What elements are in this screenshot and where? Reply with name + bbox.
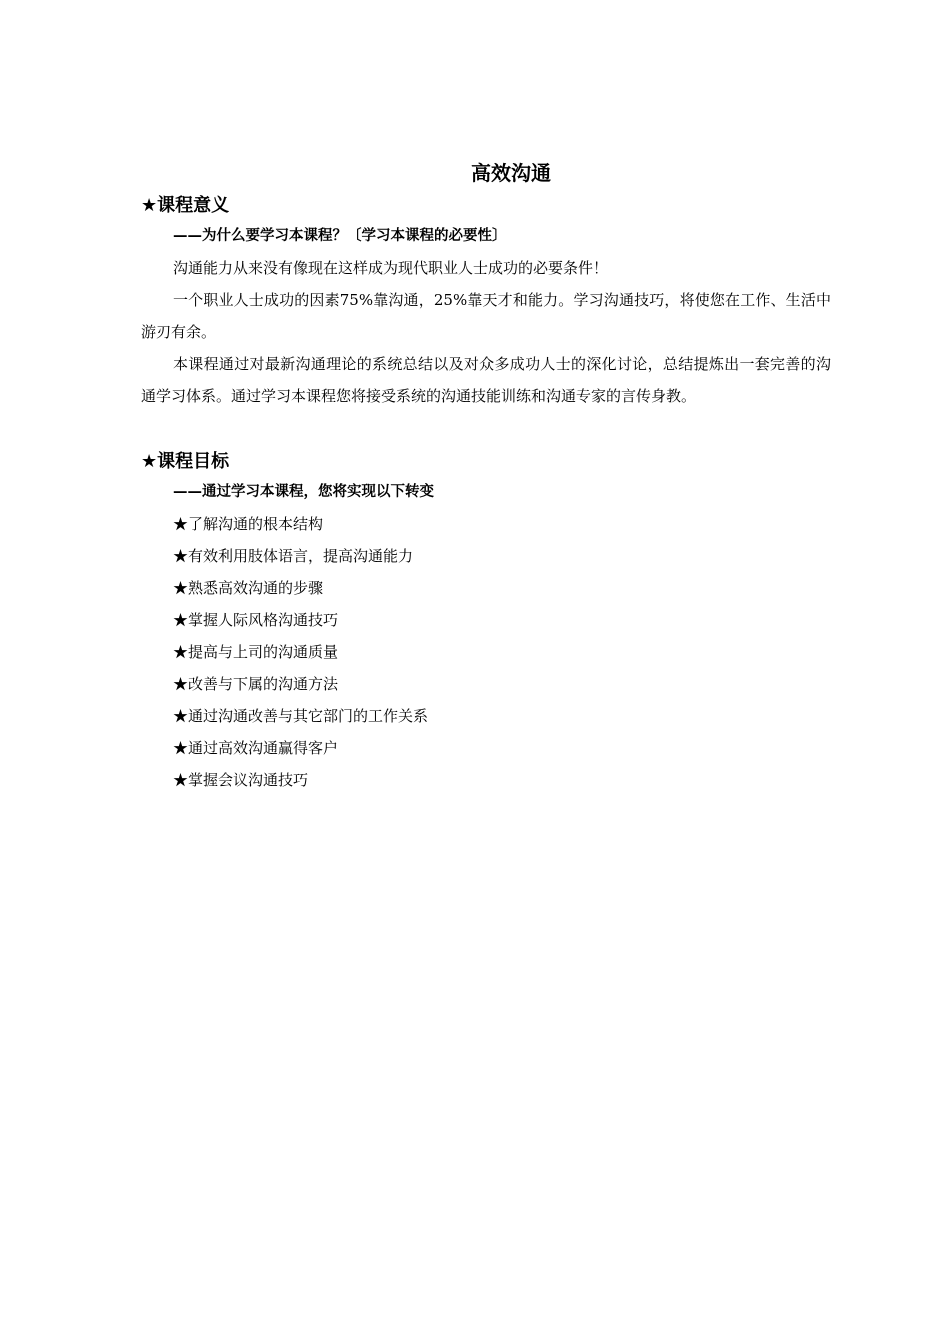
goal-item: ★提高与上司的沟通质量 [173, 643, 339, 661]
section-heading-significance: ★课程意义 [141, 195, 230, 216]
goal-item: ★了解沟通的根本结构 [173, 515, 324, 533]
paragraph-2: 一个职业人士成功的因素75%靠沟通，25%靠天才和能力。学习沟通技巧，将使您在工作、生活中游刃有余。 [141, 291, 831, 341]
section-heading-goals: ★课程目标 [141, 451, 230, 472]
section-course-goals [141, 448, 831, 796]
section-subheading-goals: ——通过学习本课程，您将实现以下转变 [173, 484, 434, 500]
paragraph-3: 本课程通过对最新沟通理论的系统总结以及对众多成功人士的深化讨论，总结提炼出一套完善的沟通学习体系。通过学习本课程您将接受系统的沟通技能训练和沟通专家的言传身教。 [141, 355, 831, 405]
section-course-significance [141, 192, 831, 412]
goal-item: ★熟悉高效沟通的步骤 [173, 579, 324, 597]
goal-item: ★通过高效沟通赢得客户 [173, 739, 339, 757]
goal-item: ★改善与下属的沟通方法 [173, 675, 339, 693]
section-subheading-significance: ——为什么要学习本课程？〔学习本课程的必要性〕 [173, 228, 507, 244]
document-title: 高效沟通 [471, 161, 551, 185]
document-body [141, 192, 831, 796]
paragraph-1: 沟通能力从来没有像现在这样成为现代职业人士成功的必要条件！ [173, 259, 609, 277]
goal-list [141, 508, 831, 796]
goal-item: ★通过沟通改善与其它部门的工作关系 [173, 707, 429, 725]
goal-item: ★有效利用肢体语言，提高沟通能力 [173, 547, 414, 565]
goal-item: ★掌握会议沟通技巧 [173, 771, 309, 789]
section-spacer [141, 412, 831, 448]
goal-item: ★掌握人际风格沟通技巧 [173, 611, 339, 629]
